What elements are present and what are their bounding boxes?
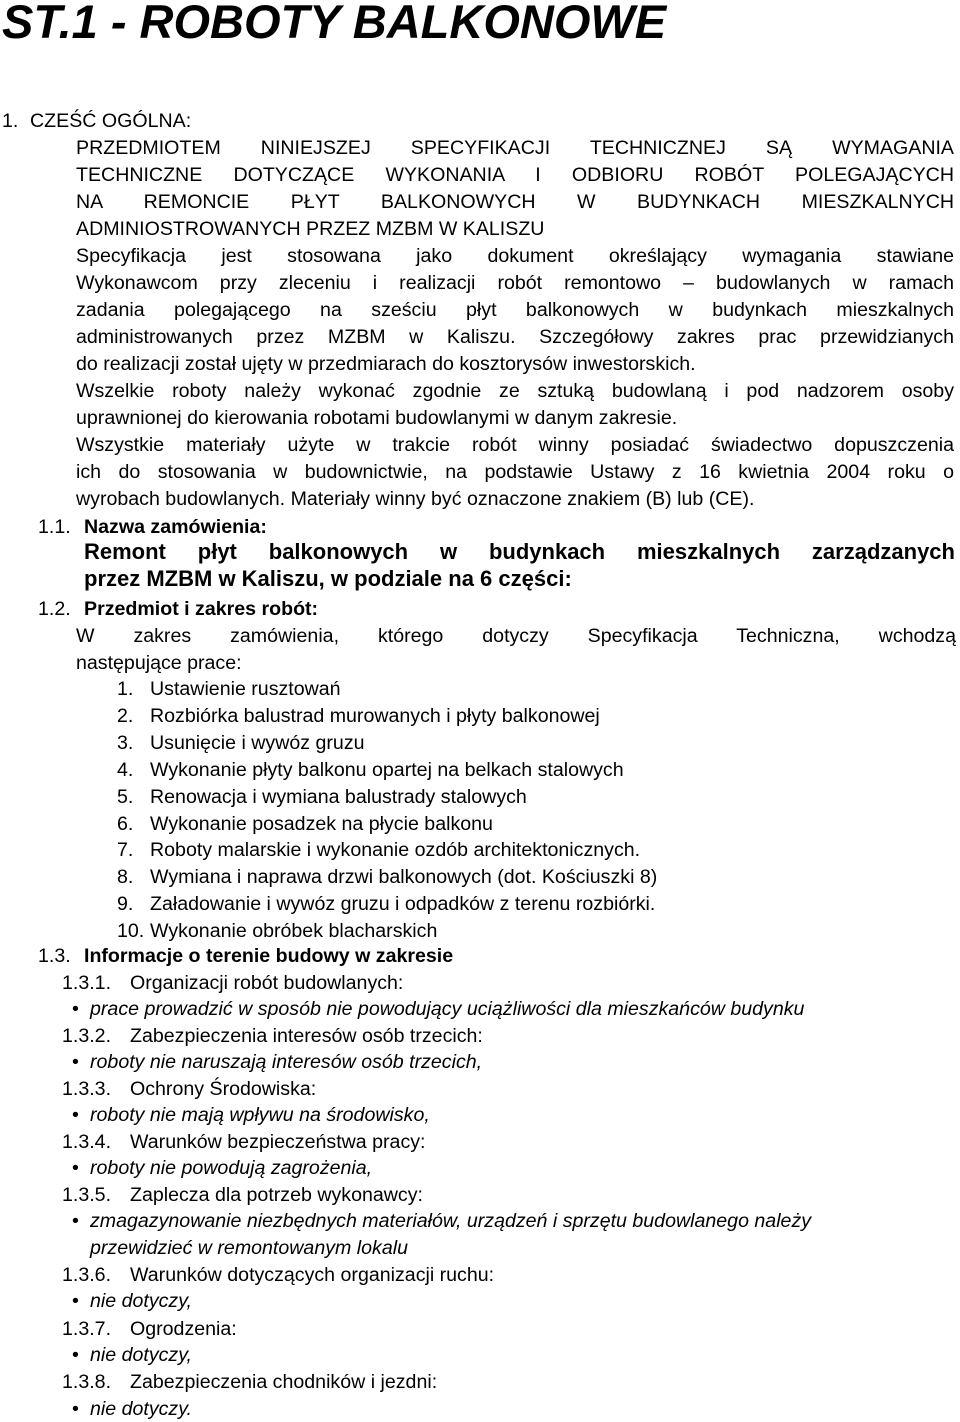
item-text: Wykonanie posadzek na płycie balkonu: [150, 812, 493, 835]
section-heading: Informacje o terenie budowy w zakresie: [84, 945, 454, 967]
bullet-text: roboty nie naruszają interesów osób trzecich,: [90, 1051, 483, 1073]
section-heading: Przedmiot i zakres robót:: [84, 598, 319, 620]
item-text: Wykonanie obróbek blacharskich: [150, 920, 438, 943]
item-number: 10.: [117, 920, 145, 943]
subject-line: PRZEDMIOTEM NINIEJSZEJ SPECYFIKACJI TECHNICZNEJ SĄ WYMAGANIA: [76, 137, 954, 159]
body-line: zadania polegającego na sześciu płyt balkonowych w budynkach mieszkalnych: [76, 299, 954, 321]
body-line: uprawnionej do kierowania robotami budowlanymi w danym zakresie.: [76, 407, 678, 429]
body-line: Wszystkie materiały użyte w trakcie robót winny posiadać świadectwo dopuszczenia: [76, 434, 954, 456]
section-number: 1.3.: [38, 945, 71, 967]
subject-line: TECHNICZNE DOTYCZĄCE WYKONANIA I ODBIORU ROBÓT POLEGAJĄCYCH: [76, 164, 954, 186]
subsection-number: 1.3.8.: [62, 1371, 112, 1393]
bullet-text: prace prowadzić w sposób nie powodujący uciążliwości dla mieszkańców budynku: [90, 998, 805, 1020]
subsection-heading: Warunków bezpieczeństwa pracy:: [130, 1131, 426, 1153]
subsection-heading: Ogrodzenia:: [130, 1318, 237, 1340]
item-text: Wykonanie płyty balkonu opartej na belkach stalowych: [150, 758, 624, 781]
subsection-heading: Zabezpieczenia chodników i jezdni:: [130, 1371, 438, 1393]
bullet-icon: •: [72, 998, 79, 1020]
item-number: 7.: [117, 839, 134, 862]
item-text: Renowacja i wymiana balustrady stalowych: [150, 785, 527, 808]
subsection-heading: Organizacji robót budowlanych:: [130, 972, 404, 994]
bullet-text: roboty nie mają wpływu na środowisko,: [90, 1104, 430, 1126]
section-number: 1.1.: [38, 516, 71, 538]
document-title: ST.1 - ROBOTY BALKONOWE: [2, 0, 667, 48]
subsection-number: 1.3.4.: [62, 1131, 112, 1153]
subsection-number: 1.3.5.: [62, 1184, 112, 1206]
bullet-icon: •: [72, 1398, 79, 1420]
subject-line: ADMINIOSTROWANYCH PRZEZ MZBM W KALISZU: [76, 218, 545, 240]
order-name-line: Remont płyt balkonowych w budynkach mieszkalnych zarządzanych: [84, 539, 955, 564]
body-line: administrowanych przez MZBM w Kaliszu. Szczegółowy zakres prac przewidzianych: [76, 326, 954, 348]
subsection-number: 1.3.7.: [62, 1318, 112, 1340]
bullet-text: nie dotyczy,: [90, 1290, 193, 1312]
section-number: 1.2.: [38, 598, 71, 620]
item-number: 6.: [117, 812, 134, 835]
subsection-number: 1.3.1.: [62, 972, 112, 994]
body-line: Wszelkie roboty należy wykonać zgodnie ze sztuką budowlaną i pod nadzorem osoby: [76, 380, 954, 402]
subsection-heading: Zabezpieczenia interesów osób trzecich:: [130, 1025, 483, 1047]
subsection-number: 1.3.2.: [62, 1025, 112, 1047]
body-line: wyrobach budowlanych. Materiały winny być oznaczone znakiem (B) lub (CE).: [76, 488, 755, 510]
item-text: Załadowanie i wywóz gruzu i odpadków z terenu rozbiórki.: [150, 893, 656, 916]
subsection-heading: Warunków dotyczących organizacji ruchu:: [130, 1264, 495, 1286]
intro-line: następujące prace:: [76, 652, 242, 674]
item-text: Roboty malarskie i wykonanie ozdób architektonicznych.: [150, 839, 641, 862]
bullet-icon: •: [72, 1104, 79, 1126]
bullet-icon: •: [72, 1051, 79, 1073]
subsection-heading: Zaplecza dla potrzeb wykonawcy:: [130, 1184, 423, 1206]
body-line: do realizacji został ujęty w przedmiarach do kosztorysów inwestorskich.: [76, 353, 696, 375]
item-text: Wymiana i naprawa drzwi balkonowych (dot. Kościuszki 8): [150, 866, 658, 889]
subject-line: NA REMONCIE PŁYT BALKONOWYCH W BUDYNKACH MIESZKALNYCH: [76, 191, 954, 213]
body-line: Wykonawcom przy zleceniu i realizacji robót remontowo – budowlanych w ramach: [76, 272, 954, 294]
item-text: Usunięcie i wywóz gruzu: [150, 731, 365, 754]
bullet-icon: •: [72, 1344, 79, 1366]
bullet-text: nie dotyczy,: [90, 1344, 193, 1366]
bullet-icon: •: [72, 1210, 79, 1232]
bullet-text: roboty nie powodują zagrożenia,: [90, 1157, 373, 1179]
subsection-heading: Ochrony Środowiska:: [130, 1078, 317, 1100]
bullet-text: zmagazynowanie niezbędnych materiałów, urządzeń i sprzętu budowlanego należy: [90, 1210, 812, 1232]
item-number: 9.: [117, 893, 134, 916]
item-number: 5.: [117, 785, 134, 808]
section-number: 1.: [2, 110, 19, 132]
body-line: Specyfikacja jest stosowana jako dokument określający wymagania stawiane: [76, 245, 954, 267]
item-text: Ustawienie rusztowań: [150, 678, 341, 700]
item-number: 8.: [117, 866, 134, 889]
bullet-icon: •: [72, 1157, 79, 1179]
order-name-line: przez MZBM w Kaliszu, w podziale na 6 części:: [84, 566, 572, 591]
item-text: Rozbiórka balustrad murowanych i płyty balkonowej: [150, 704, 600, 727]
bullet-icon: •: [72, 1290, 79, 1312]
subsection-number: 1.3.3.: [62, 1078, 112, 1100]
bullet-text: przewidzieć w remontowanym lokalu: [90, 1237, 408, 1259]
bullet-text: nie dotyczy.: [90, 1398, 193, 1420]
body-line: ich do stosowania w budownictwie, na podstawie Ustawy z 16 kwietnia 2004 roku o: [76, 461, 954, 483]
subsection-number: 1.3.6.: [62, 1264, 112, 1286]
item-number: 2.: [117, 704, 134, 727]
item-number: 4.: [117, 758, 134, 781]
item-number: 3.: [117, 731, 134, 754]
intro-line: W zakres zamówienia, którego dotyczy Specyfikacja Techniczna, wchodzą: [76, 625, 956, 647]
section-heading: CZEŚĆ OGÓLNA:: [30, 110, 192, 132]
item-number: 1.: [117, 678, 134, 700]
section-heading: Nazwa zamówienia:: [84, 516, 267, 538]
